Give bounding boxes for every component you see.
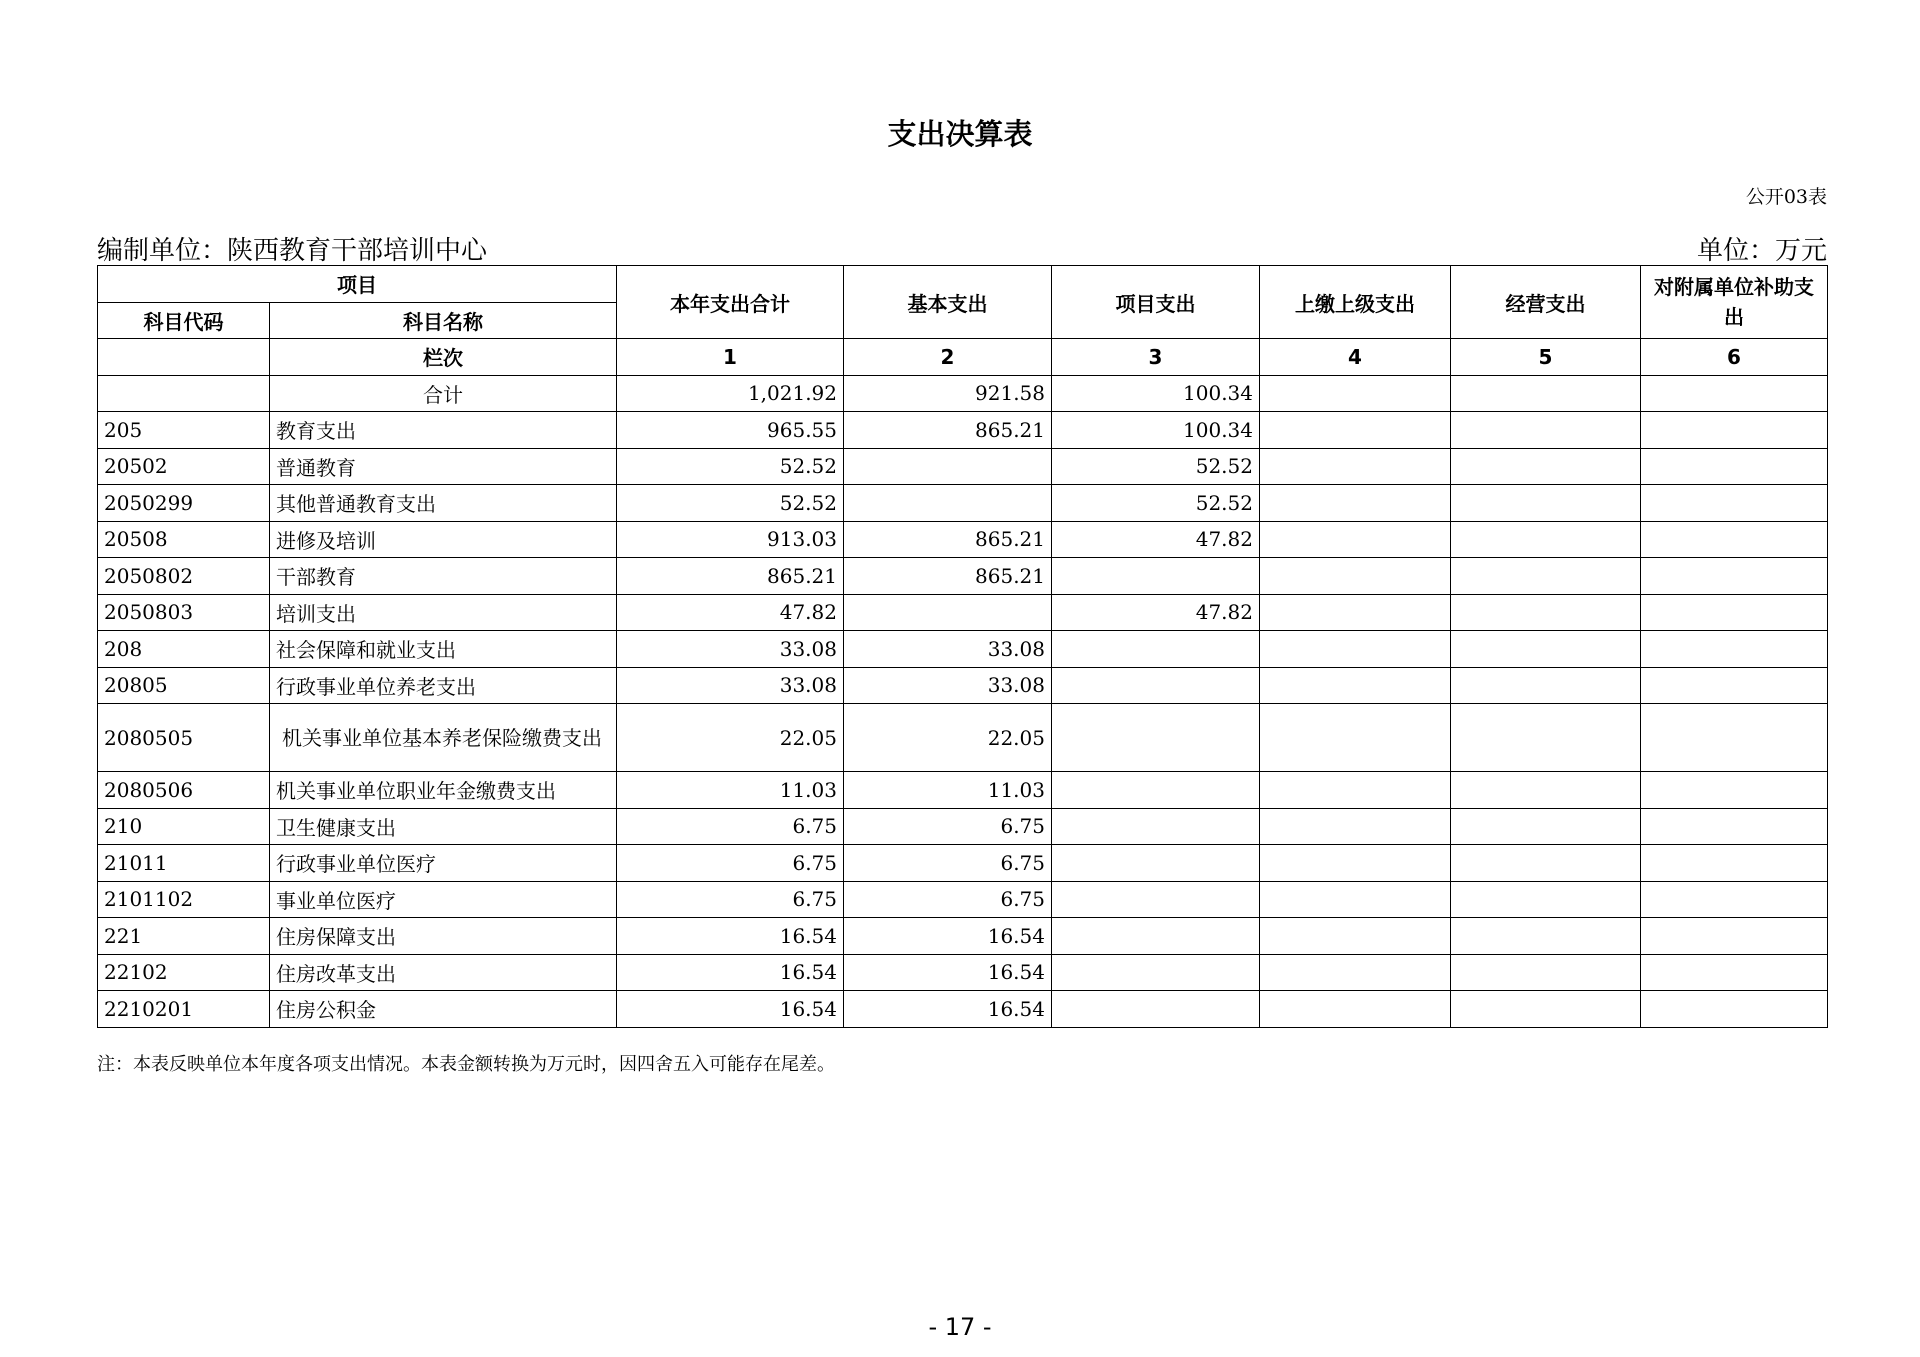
header-business: 经营支出 (1451, 266, 1641, 339)
expenditure-table (97, 265, 1828, 1028)
row-total: 52.52 (617, 448, 844, 485)
row-total: 52.52 (617, 485, 844, 522)
row-total: 865.21 (617, 558, 844, 595)
header-col-num: 1 (617, 339, 844, 376)
total-c1: 1,021.92 (617, 375, 844, 412)
row-project (1052, 667, 1260, 704)
row-subsidy (1641, 845, 1828, 882)
row-name: 社会保障和就业支出 (270, 631, 617, 668)
row-project (1052, 881, 1260, 918)
row-code: 2101102 (98, 881, 270, 918)
row-subsidy (1641, 594, 1828, 631)
row-total: 22.05 (617, 704, 844, 772)
row-total: 6.75 (617, 808, 844, 845)
row-name: 其他普通教育支出 (270, 485, 617, 522)
row-code: 20805 (98, 667, 270, 704)
row-total: 6.75 (617, 881, 844, 918)
page-number: - 17 - (928, 1313, 992, 1341)
row-subsidy (1641, 954, 1828, 991)
header-col-num: 3 (1052, 339, 1260, 376)
row-upper (1260, 772, 1451, 809)
row-total: 16.54 (617, 991, 844, 1028)
row-subsidy (1641, 412, 1828, 449)
row-business (1451, 772, 1641, 809)
row-project (1052, 845, 1260, 882)
row-project: 47.82 (1052, 521, 1260, 558)
row-name: 培训支出 (270, 594, 617, 631)
header-col-num: 5 (1451, 339, 1641, 376)
row-total: 6.75 (617, 845, 844, 882)
header-col-num: 2 (844, 339, 1052, 376)
row-project: 100.34 (1052, 412, 1260, 449)
row-upper (1260, 594, 1451, 631)
row-upper (1260, 485, 1451, 522)
header-project: 项目 (98, 266, 617, 303)
total-label: 合计 (270, 375, 617, 412)
row-total: 33.08 (617, 631, 844, 668)
row-code: 20508 (98, 521, 270, 558)
row-upper (1260, 954, 1451, 991)
page-title: 支出决算表 (887, 117, 1033, 151)
total-code (98, 375, 270, 412)
row-business (1451, 845, 1641, 882)
header-project-expenditure: 项目支出 (1052, 266, 1260, 339)
row-business (1451, 704, 1641, 772)
row-business (1451, 808, 1641, 845)
row-code: 2210201 (98, 991, 270, 1028)
row-upper (1260, 521, 1451, 558)
table-row (98, 845, 1828, 882)
header-col-label: 栏次 (270, 339, 617, 376)
header-name: 科目名称 (270, 302, 617, 339)
row-subsidy (1641, 485, 1828, 522)
row-basic: 865.21 (844, 412, 1052, 449)
row-basic: 33.08 (844, 667, 1052, 704)
table-row (98, 412, 1828, 449)
total-row (98, 375, 1828, 412)
row-code: 208 (98, 631, 270, 668)
row-business (1451, 448, 1641, 485)
row-total: 33.08 (617, 667, 844, 704)
row-upper (1260, 667, 1451, 704)
header-basic: 基本支出 (844, 266, 1052, 339)
table-row (98, 448, 1828, 485)
row-business (1451, 667, 1641, 704)
row-basic: 6.75 (844, 845, 1052, 882)
row-business (1451, 991, 1641, 1028)
row-basic: 865.21 (844, 558, 1052, 595)
row-business (1451, 918, 1641, 955)
row-business (1451, 485, 1641, 522)
row-project (1052, 808, 1260, 845)
row-upper (1260, 845, 1451, 882)
row-basic: 16.54 (844, 918, 1052, 955)
row-subsidy (1641, 448, 1828, 485)
row-name: 住房公积金 (270, 991, 617, 1028)
row-name: 进修及培训 (270, 521, 617, 558)
row-project (1052, 991, 1260, 1028)
row-subsidy (1641, 558, 1828, 595)
footnote: 注：本表反映单位本年度各项支出情况。本表金额转换为万元时，因四舍五入可能存在尾差。 (97, 1054, 835, 1075)
header-upper: 上缴上级支出 (1260, 266, 1451, 339)
row-subsidy (1641, 918, 1828, 955)
row-name: 干部教育 (270, 558, 617, 595)
table-row (98, 918, 1828, 955)
table-row (98, 881, 1828, 918)
row-upper (1260, 991, 1451, 1028)
compiling-unit: 编制单位：陕西教育干部培训中心 (97, 236, 488, 266)
row-upper (1260, 448, 1451, 485)
row-subsidy (1641, 991, 1828, 1028)
row-upper (1260, 808, 1451, 845)
row-project (1052, 631, 1260, 668)
row-code: 221 (98, 918, 270, 955)
row-total: 47.82 (617, 594, 844, 631)
total-c2: 921.58 (844, 375, 1052, 412)
row-name: 卫生健康支出 (270, 808, 617, 845)
row-total: 965.55 (617, 412, 844, 449)
row-code: 22102 (98, 954, 270, 991)
row-total: 16.54 (617, 918, 844, 955)
row-total: 16.54 (617, 954, 844, 991)
row-code: 210 (98, 808, 270, 845)
row-project (1052, 558, 1260, 595)
row-code: 2050299 (98, 485, 270, 522)
row-subsidy (1641, 704, 1828, 772)
row-upper (1260, 412, 1451, 449)
row-basic: 11.03 (844, 772, 1052, 809)
row-basic: 16.54 (844, 991, 1052, 1028)
row-total: 913.03 (617, 521, 844, 558)
row-business (1451, 558, 1641, 595)
total-c4 (1260, 375, 1451, 412)
row-upper (1260, 704, 1451, 772)
row-project (1052, 918, 1260, 955)
row-subsidy (1641, 772, 1828, 809)
row-business (1451, 521, 1641, 558)
row-basic (844, 448, 1052, 485)
row-code: 2080505 (98, 704, 270, 772)
row-basic: 6.75 (844, 808, 1052, 845)
total-c5 (1451, 375, 1641, 412)
table-row (98, 558, 1828, 595)
table-row (98, 991, 1828, 1028)
header-col-num: 6 (1641, 339, 1828, 376)
row-name: 事业单位医疗 (270, 881, 617, 918)
row-business (1451, 954, 1641, 991)
row-business (1451, 412, 1641, 449)
table-row (98, 954, 1828, 991)
row-upper (1260, 631, 1451, 668)
row-basic: 33.08 (844, 631, 1052, 668)
row-code: 21011 (98, 845, 270, 882)
table-row (98, 704, 1828, 772)
row-project (1052, 954, 1260, 991)
row-subsidy (1641, 667, 1828, 704)
row-name: 住房改革支出 (270, 954, 617, 991)
row-code: 20502 (98, 448, 270, 485)
row-subsidy (1641, 521, 1828, 558)
currency-unit: 单位：万元 (1696, 236, 1827, 266)
row-total: 11.03 (617, 772, 844, 809)
row-subsidy (1641, 808, 1828, 845)
row-basic: 865.21 (844, 521, 1052, 558)
row-name: 住房保障支出 (270, 918, 617, 955)
row-project: 52.52 (1052, 485, 1260, 522)
row-upper (1260, 558, 1451, 595)
table-row (98, 631, 1828, 668)
row-name: 普通教育 (270, 448, 617, 485)
row-code: 2080506 (98, 772, 270, 809)
row-name: 机关事业单位基本养老保险缴费支出 (270, 704, 617, 772)
table-row (98, 594, 1828, 631)
row-subsidy (1641, 881, 1828, 918)
table-row (98, 521, 1828, 558)
header-code: 科目代码 (98, 302, 270, 339)
table-row (98, 772, 1828, 809)
row-upper (1260, 918, 1451, 955)
row-basic (844, 594, 1052, 631)
row-upper (1260, 881, 1451, 918)
table-row (98, 808, 1828, 845)
total-c6 (1641, 375, 1828, 412)
row-code: 205 (98, 412, 270, 449)
row-name: 行政事业单位医疗 (270, 845, 617, 882)
row-basic: 6.75 (844, 881, 1052, 918)
header-total: 本年支出合计 (617, 266, 844, 339)
row-project (1052, 772, 1260, 809)
row-name: 教育支出 (270, 412, 617, 449)
header-col-num: 4 (1260, 339, 1451, 376)
row-code: 2050802 (98, 558, 270, 595)
row-project: 47.82 (1052, 594, 1260, 631)
row-basic: 16.54 (844, 954, 1052, 991)
row-basic: 22.05 (844, 704, 1052, 772)
table-row (98, 485, 1828, 522)
row-business (1451, 881, 1641, 918)
table-row (98, 667, 1828, 704)
row-name: 机关事业单位职业年金缴费支出 (270, 772, 617, 809)
row-basic (844, 485, 1052, 522)
form-number: 公开03表 (1745, 186, 1827, 208)
row-business (1451, 631, 1641, 668)
row-name: 行政事业单位养老支出 (270, 667, 617, 704)
row-project (1052, 704, 1260, 772)
header-subsidy: 对附属单位补助支出 (1641, 266, 1828, 339)
header-col-blank (98, 339, 270, 376)
total-c3: 100.34 (1052, 375, 1260, 412)
row-code: 2050803 (98, 594, 270, 631)
row-project: 52.52 (1052, 448, 1260, 485)
row-subsidy (1641, 631, 1828, 668)
row-business (1451, 594, 1641, 631)
